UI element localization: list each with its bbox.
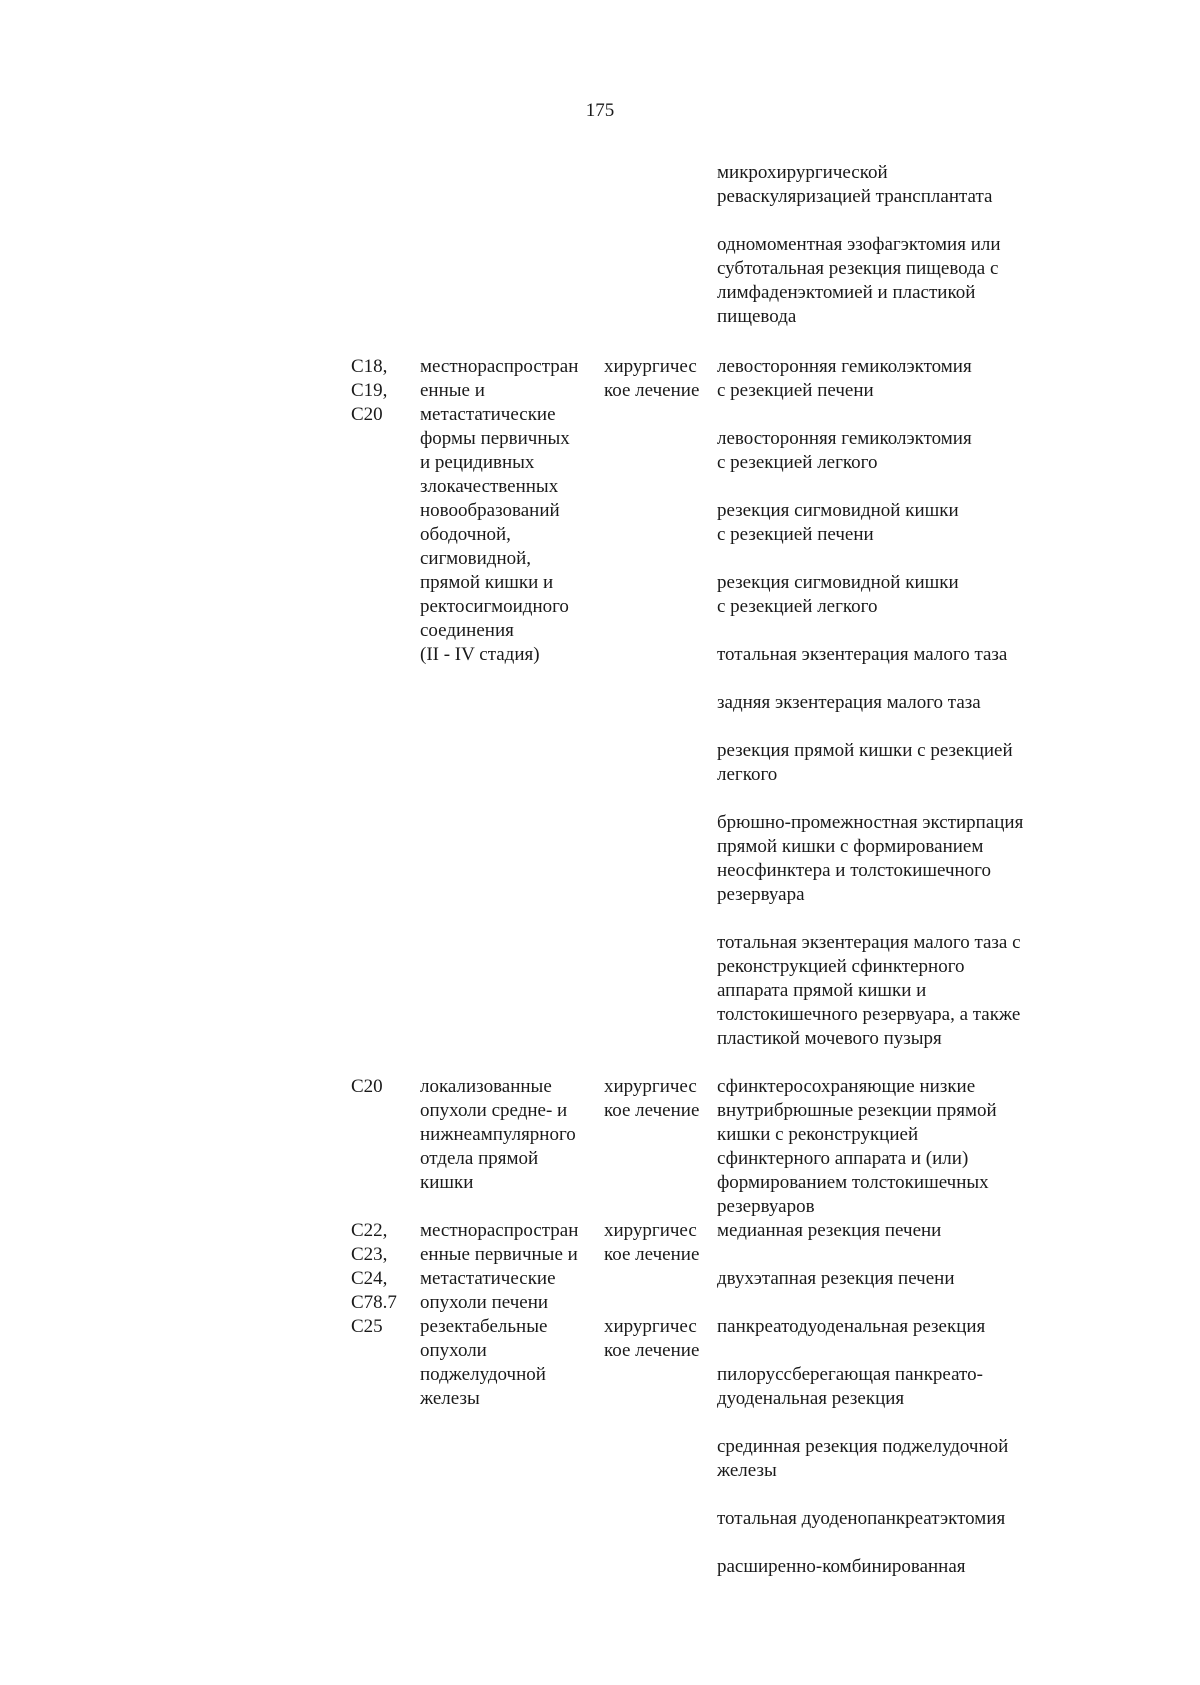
text-line: сфинктерного аппарата и (или) [717,1148,969,1169]
text-line: железы [420,1388,480,1409]
text-line: субтотальная резекция пищевода с [717,258,999,279]
page-number: 175 [585,100,615,121]
row-4-codes [351,1315,421,1339]
code-line: C19, [351,380,388,401]
code-line: C22, [351,1220,388,1241]
row-2-procedure-1 [717,1075,1047,1219]
text-line: хирургичес [604,356,697,377]
row-2-treatment [604,1075,716,1123]
code-line: C78.7 [351,1292,397,1313]
text-line: резервуаров [717,1196,815,1217]
row-2-codes [351,1075,421,1099]
text-line: тотальная дуоденопанкреатэктомия [717,1508,1006,1529]
code-line: C23, [351,1244,388,1265]
text-line: с резекцией легкого [717,596,878,617]
text-line: сфинктеросохраняющие низкие [717,1076,976,1097]
text-line: тотальная экзентерация малого таза с [717,932,1021,953]
text-line: отдела прямой [420,1148,539,1169]
row-1-procedure-5 [717,643,1047,667]
row-3-procedure-2 [717,1267,1047,1291]
text-line: резекция сигмовидной кишки [717,572,959,593]
text-line: кое лечение [604,380,700,401]
code-line: C18, [351,356,388,377]
row-3-treatment [604,1219,716,1267]
row-4-procedure-5 [717,1555,1047,1579]
row-1-codes [351,355,421,427]
text-line: реконструкцией сфинктерного [717,956,965,977]
text-line: левосторонняя гемиколэктомия [717,356,972,377]
text-line: кое лечение [604,1100,700,1121]
text-line: опухоли [420,1340,487,1361]
text-line: пластикой мочевого пузыря [717,1028,942,1049]
text-line: кишки с реконструкцией [717,1124,919,1145]
row-1-procedure-4 [717,571,1047,619]
row-1-procedure-7 [717,739,1047,787]
text-line: формы первичных [420,428,570,449]
text-line: хирургичес [604,1220,697,1241]
text-line: хирургичес [604,1076,697,1097]
row-3-codes [351,1219,421,1315]
text-line: кое лечение [604,1244,700,1265]
row-4-procedure-3 [717,1435,1047,1483]
text-line: енные и [420,380,485,401]
row-1-treatment [604,355,716,403]
text-line: прямой кишки и [420,572,554,593]
row-3-procedure-1 [717,1219,1047,1243]
row-2-diagnosis [420,1075,600,1195]
text-line: дуоденальная резекция [717,1388,905,1409]
procedure-continuation-2 [717,233,1047,329]
text-line: срединная резекция поджелудочной [717,1436,1009,1457]
row-1-procedure-3 [717,499,1047,547]
text-line: железы [717,1460,777,1481]
row-1-procedure-8 [717,811,1047,907]
text-line: пилоруссберегающая панкреато- [717,1364,983,1385]
text-line: новообразований [420,500,560,521]
text-line: резектабельные [420,1316,548,1337]
text-line: аппарата прямой кишки и [717,980,927,1001]
text-line: медианная резекция печени [717,1220,942,1241]
text-line: внутрибрюшные резекции прямой [717,1100,997,1121]
code-line: C25 [351,1316,383,1337]
text-line: (II - IV стадия) [420,644,540,665]
text-line: опухоли печени [420,1292,549,1313]
text-line: резекция сигмовидной кишки [717,500,959,521]
row-1-procedure-9 [717,931,1047,1051]
row-1-procedure-1 [717,355,1047,403]
code-line: C20 [351,404,383,425]
text-line: метастатические [420,1268,556,1289]
text-line: формированием толстокишечных [717,1172,989,1193]
text-line: брюшно-промежностная экстирпация [717,812,1024,833]
row-4-procedure-4 [717,1507,1047,1531]
text-line: соединения [420,620,514,641]
text-line: локализованные [420,1076,552,1097]
row-4-diagnosis [420,1315,600,1411]
text-line: одномоментная эзофагэктомия или [717,234,1001,255]
text-line: хирургичес [604,1316,697,1337]
text-line: ободочной, [420,524,511,545]
text-line: кое лечение [604,1340,700,1361]
text-line: поджелудочной [420,1364,546,1385]
text-line: с резекцией печени [717,524,874,545]
text-line: тотальная экзентерация малого таза [717,644,1008,665]
text-line: толстокишечного резервуара, а также [717,1004,1021,1025]
text-line: сигмовидной, [420,548,532,569]
text-line: опухоли средне- и [420,1100,568,1121]
text-line: местнораспростран [420,1220,579,1241]
text-line: и рецидивных [420,452,535,473]
text-line: левосторонняя гемиколэктомия [717,428,972,449]
text-line: микрохирургической [717,162,888,183]
row-1-procedure-2 [717,427,1047,475]
text-line: с резекцией печени [717,380,874,401]
text-line: двухэтапная резекция печени [717,1268,955,1289]
text-line: кишки [420,1172,474,1193]
text-line: метастатические [420,404,556,425]
text-line: легкого [717,764,778,785]
code-line: C24, [351,1268,388,1289]
text-line: енные первичные и [420,1244,578,1265]
text-line: расширенно-комбинированная [717,1556,966,1577]
text-line: панкреатодуоденальная резекция [717,1316,986,1337]
text-line: ректосигмоидного [420,596,569,617]
text-line: с резекцией легкого [717,452,878,473]
text-line: лимфаденэктомией и пластикой [717,282,976,303]
row-4-procedure-1 [717,1315,1047,1339]
code-line: C20 [351,1076,383,1097]
text-line: местнораспростран [420,356,579,377]
row-3-diagnosis [420,1219,600,1315]
row-1-procedure-6 [717,691,1047,715]
text-line: злокачественных [420,476,559,497]
row-1-diagnosis [420,355,600,667]
text-line: неосфинктера и толстокишечного [717,860,992,881]
procedure-continuation-1 [717,161,1047,209]
text-line: нижнеампулярного [420,1124,576,1145]
text-line: реваскуляризацией трансплантата [717,186,993,207]
text-line: резекция прямой кишки с резекцией [717,740,1013,761]
row-4-treatment [604,1315,716,1363]
row-4-procedure-2 [717,1363,1047,1411]
text-line: задняя экзентерация малого таза [717,692,981,713]
text-line: прямой кишки с формированием [717,836,984,857]
text-line: пищевода [717,306,797,327]
text-line: резервуара [717,884,805,905]
